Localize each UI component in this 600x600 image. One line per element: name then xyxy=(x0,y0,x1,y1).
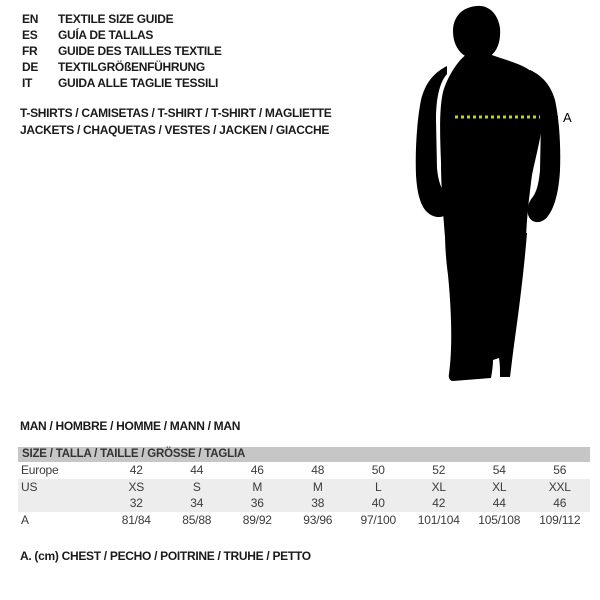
table-cell: XL xyxy=(492,479,507,494)
table-cell: 97/100 xyxy=(360,512,396,527)
man-silhouette-svg xyxy=(405,0,600,395)
table-cell: XL xyxy=(431,479,446,494)
table-cell: 109/112 xyxy=(539,512,581,527)
table-cell: 42 xyxy=(129,463,143,477)
language-code: EN xyxy=(22,12,39,26)
table-cell: 40 xyxy=(371,496,385,510)
language-row xyxy=(22,75,222,91)
language-code: IT xyxy=(22,76,33,90)
table-cell: 36 xyxy=(250,496,264,510)
table-row xyxy=(18,495,590,512)
table-cell: XXL xyxy=(548,479,571,494)
table-cell: 46 xyxy=(250,463,264,477)
measure-label-a: A xyxy=(563,110,572,125)
table-cell: S xyxy=(192,479,201,494)
size-table-header: SIZE / TALLA / TAILLE / GRÖSSE / TAGLIA xyxy=(18,447,590,462)
table-cell: M xyxy=(252,479,263,494)
language-label: TEXTILGRÖßENFÜHRUNG xyxy=(58,60,205,74)
row-label: US xyxy=(21,479,38,494)
table-cell: 54 xyxy=(492,463,506,477)
table-cell: 89/92 xyxy=(242,512,272,527)
size-table xyxy=(18,447,590,528)
table-cell: 44 xyxy=(492,496,506,510)
table-cell: 93/96 xyxy=(303,512,333,527)
language-label: TEXTILE SIZE GUIDE xyxy=(58,12,174,26)
language-code: DE xyxy=(22,60,39,74)
row-label xyxy=(18,495,106,512)
size-table-body xyxy=(18,462,590,528)
language-row xyxy=(22,59,222,75)
table-cell: 32 xyxy=(129,496,143,510)
section-title: MAN / HOMBRE / HOMME / MANN / MAN xyxy=(20,419,241,433)
footnote: A. (cm) CHEST / PECHO / POITRINE / TRUHE / PETTO xyxy=(20,549,311,563)
table-cell: 44 xyxy=(190,463,204,477)
language-list xyxy=(22,11,222,91)
table-cell: 81/84 xyxy=(121,512,151,527)
man-legs xyxy=(445,233,527,381)
category-line: T-SHIRTS / CAMISETAS / T-SHIRT / T-SHIRT / MAGLIETTE xyxy=(20,106,332,120)
table-cell: 50 xyxy=(371,463,385,477)
category-line: JACKETS / CHAQUETAS / VESTES / JACKEN / GIACCHE xyxy=(20,123,330,137)
language-code: FR xyxy=(22,44,38,58)
row-label: Europe xyxy=(21,463,59,477)
table-cell: 85/88 xyxy=(182,512,212,527)
table-cell: 101/104 xyxy=(417,512,460,527)
table-cell: 56 xyxy=(553,463,567,477)
table-cell: L xyxy=(375,479,382,494)
table-row xyxy=(18,479,590,496)
table-row xyxy=(18,512,590,529)
table-cell: XS xyxy=(128,479,145,494)
language-row xyxy=(22,43,222,59)
man-silhouette-figure xyxy=(405,0,600,395)
table-cell: 52 xyxy=(432,463,446,477)
table-cell: 38 xyxy=(311,496,325,510)
language-label: GUIDA ALLE TAGLIE TESSILI xyxy=(58,76,219,90)
table-cell: 48 xyxy=(311,463,325,477)
row-label: A xyxy=(21,512,29,527)
language-label: GUÍA DE TALLAS xyxy=(58,28,154,42)
language-row xyxy=(22,11,222,27)
language-label: GUIDE DES TAILLES TEXTILE xyxy=(58,44,222,58)
table-cell: 34 xyxy=(190,496,204,510)
category-list xyxy=(20,105,332,139)
language-row xyxy=(22,27,222,43)
table-cell: M xyxy=(312,479,323,494)
man-head xyxy=(453,6,500,57)
table-cell: 46 xyxy=(553,496,567,510)
table-cell: 105/108 xyxy=(478,512,521,527)
language-code: ES xyxy=(22,28,38,42)
table-cell: 42 xyxy=(432,496,446,510)
table-row xyxy=(18,462,590,479)
